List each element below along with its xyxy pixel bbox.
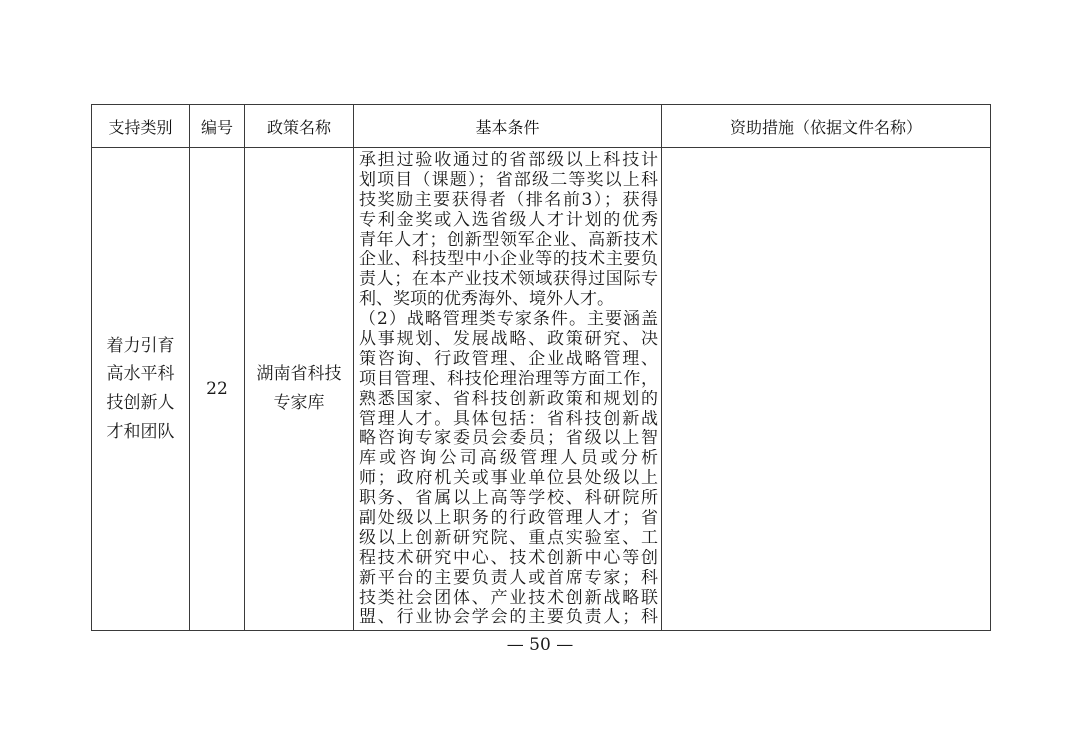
- support-category-line: 才和团队: [106, 421, 175, 442]
- conditions-line: 副处级以上职务的行政管理人才；省: [359, 509, 658, 529]
- conditions-line: 项目管理、科技伦理治理等方面工作，: [359, 369, 658, 389]
- conditions-line: （2）战略管理类专家条件。主要涵盖: [359, 310, 658, 330]
- number-cell: [190, 148, 245, 631]
- conditions-line: 企业、科技型中小企业等的技术主要负: [359, 250, 658, 270]
- support-category-line: 高水平科: [106, 364, 175, 385]
- policy-table: [91, 104, 991, 631]
- conditions-line: 管理人才。具体包括：省科技创新战: [359, 409, 658, 429]
- header-support-category: 支持类别: [92, 105, 190, 148]
- header-support-measures: 资助措施（依据文件名称）: [662, 105, 991, 148]
- conditions-line: 技奖励主要获得者（排名前3）；获得: [359, 190, 658, 210]
- conditions-line: 程技术研究中心、技术创新中心等创: [359, 548, 658, 568]
- header-basic-conditions: 基本条件: [354, 105, 662, 148]
- conditions-line: 库或咨询公司高级管理人员或分析: [359, 449, 658, 469]
- policy-name-line: 湖南省科技: [256, 364, 342, 385]
- conditions-line: 新平台的主要负责人或首席专家；科: [359, 568, 658, 588]
- support-measures-cell: [662, 148, 991, 631]
- support-category-line: 技创新人: [106, 393, 175, 413]
- conditions-line: 熟悉国家、省科技创新政策和规划的: [359, 389, 658, 409]
- conditions-line: 级以上创新研究院、重点实验室、工: [359, 528, 658, 548]
- conditions-line: 责人；在本产业技术领域获得过国际专: [359, 270, 658, 290]
- conditions-line: 略咨询专家委员会委员；省级以上智: [359, 429, 658, 449]
- support-category-line: 着力引育: [106, 335, 175, 356]
- conditions-line: 专利金奖或入选省级人才计划的优秀: [359, 210, 658, 230]
- header-number: 编号: [190, 105, 245, 148]
- conditions-line: 策咨询、行政管理、企业战略管理、: [359, 349, 658, 369]
- policy-name-line: 专家库: [273, 393, 325, 413]
- page-number: — 50 —: [506, 635, 574, 655]
- conditions-line: 划项目（课题）；省部级二等奖以上科: [359, 170, 658, 190]
- table-header-row: [92, 105, 991, 148]
- conditions-line: 利、奖项的优秀海外、境外人才。: [359, 290, 614, 310]
- header-policy-name: 政策名称: [245, 105, 354, 148]
- support-category-cell: [92, 148, 190, 631]
- conditions-line: 从事规划、发展战略、政策研究、决: [359, 330, 658, 350]
- conditions-line: 承担过验收通过的省部级以上科技计: [359, 151, 658, 170]
- policy-name-cell: [245, 148, 354, 631]
- conditions-line: 青年人才；创新型领军企业、高新技术: [359, 230, 658, 250]
- basic-conditions-cell: [354, 148, 662, 631]
- conditions-line: 职务、省属以上高等学校、科研院所: [359, 489, 658, 509]
- policy-number: 22: [206, 379, 228, 399]
- conditions-line: 盟、行业协会学会的主要负责人；科: [359, 608, 658, 628]
- conditions-line: 技类社会团体、产业技术创新战略联: [359, 588, 658, 608]
- table-row: [92, 148, 991, 631]
- conditions-line: 师；政府机关或事业单位县处级以上: [359, 469, 658, 489]
